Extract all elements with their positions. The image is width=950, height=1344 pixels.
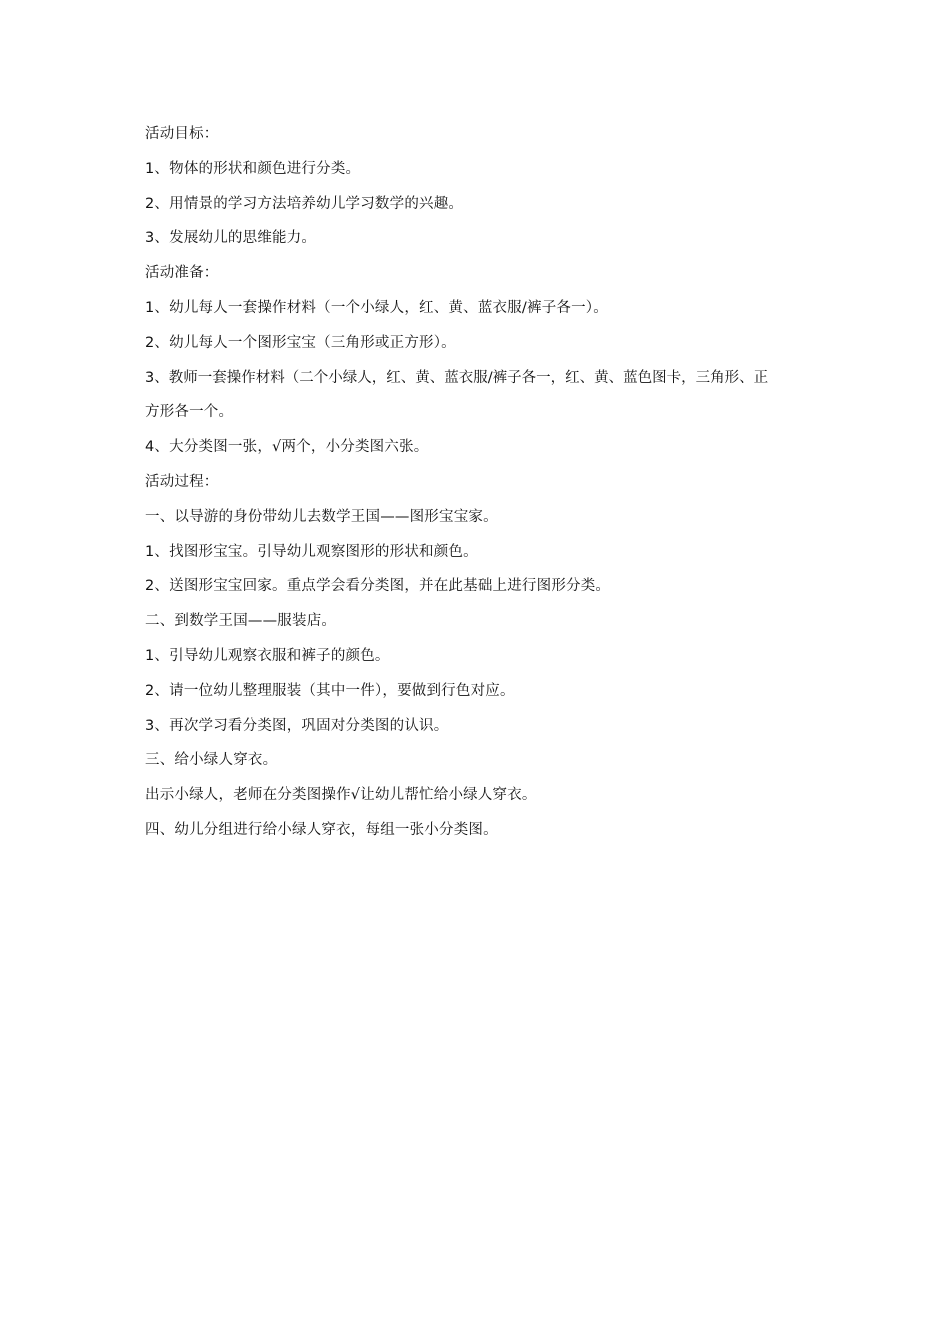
document-body [145, 124, 825, 855]
section-heading-process: 活动过程： [145, 473, 219, 490]
process-step-4: 四、幼儿分组进行给小绿人穿衣，每组一张小分类图。 [145, 821, 498, 838]
process-step-2-item-1: 1、引导幼儿观察衣服和裤子的颜色。 [145, 647, 390, 664]
preparation-item-1: 1、幼儿每人一套操作材料（一个小绿人，红、黄、蓝衣服/裤子各一）。 [145, 299, 608, 316]
preparation-item-3-continued: 方形各一个。 [145, 404, 234, 421]
preparation-item-3: 3、教师一套操作材料（二个小绿人，红、黄、蓝衣服/裤子各一，红、黄、蓝色图卡，三角形、正 [145, 369, 769, 386]
process-step-2-item-3: 3、再次学习看分类图，巩固对分类图的认识。 [145, 717, 449, 734]
section-heading-preparation: 活动准备： [145, 265, 219, 282]
goal-item-1: 1、物体的形状和颜色进行分类。 [145, 160, 361, 177]
process-step-1-item-1: 1、找图形宝宝。引导幼儿观察图形的形状和颜色。 [145, 543, 478, 560]
process-step-1: 一、以导游的身份带幼儿去数学王国——图形宝宝家。 [145, 508, 498, 525]
process-step-2-item-2: 2、请一位幼儿整理服装（其中一件），要做到行色对应。 [145, 682, 515, 699]
process-step-3: 三、给小绿人穿衣。 [145, 752, 278, 769]
process-step-1-item-2: 2、送图形宝宝回家。重点学会看分类图，并在此基础上进行图形分类。 [145, 578, 611, 595]
preparation-item-4: 4、大分类图一张，√两个，小分类图六张。 [145, 439, 429, 456]
goal-item-3: 3、发展幼儿的思维能力。 [145, 230, 317, 247]
section-heading-goals: 活动目标： [145, 126, 219, 142]
goal-item-2: 2、用情景的学习方法培养幼儿学习数学的兴趣。 [145, 195, 464, 212]
process-step-2: 二、到数学王国——服装店。 [145, 613, 337, 630]
preparation-item-2: 2、幼儿每人一个图形宝宝（三角形或正方形）。 [145, 334, 456, 351]
process-step-3-detail: 出示小绿人，老师在分类图操作√让幼儿帮忙给小绿人穿衣。 [145, 787, 537, 804]
